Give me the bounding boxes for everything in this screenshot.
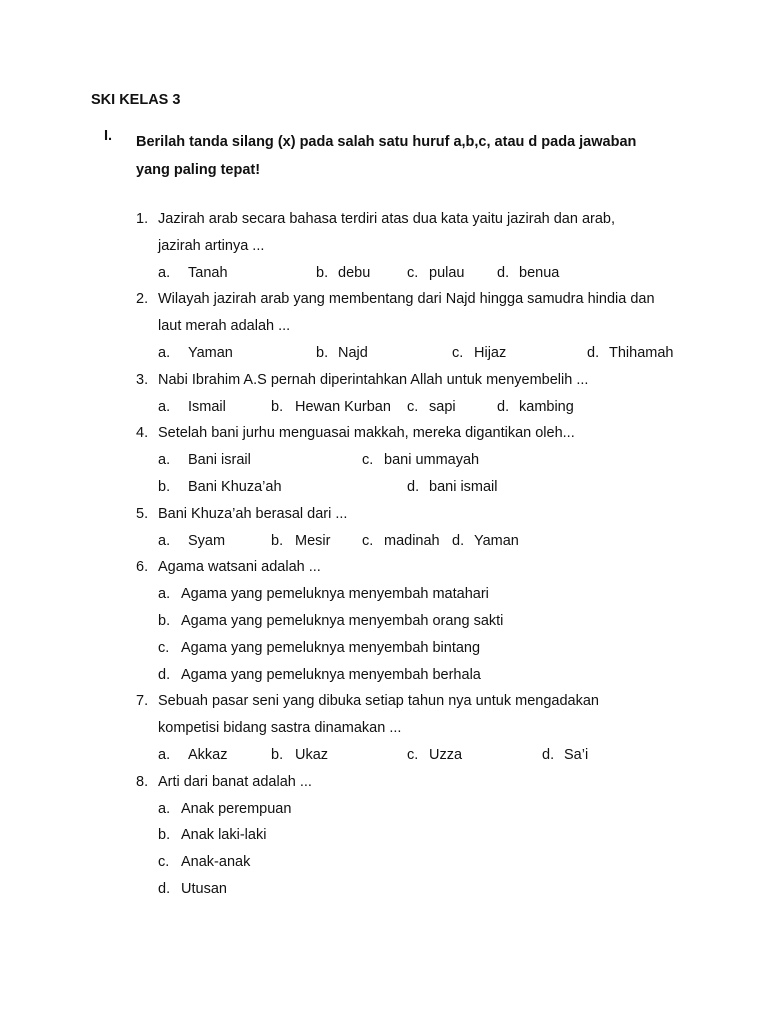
question-5-options bbox=[0, 530, 768, 552]
option-text: pulau bbox=[429, 264, 465, 281]
option-text: debu bbox=[338, 264, 371, 281]
section-instruction-text bbox=[136, 128, 696, 184]
option-letter: a. bbox=[158, 398, 171, 415]
option-text: Thihamah bbox=[609, 345, 674, 361]
instruction-line-2: yang paling tepat! bbox=[136, 162, 261, 178]
question-text: Sebuah pasar seni yang dibuka setiap tahun nya untuk mengadakan bbox=[158, 693, 599, 710]
option-text: sapi bbox=[429, 398, 456, 415]
answer-option[interactable] bbox=[0, 664, 768, 686]
question-number: 3. bbox=[136, 371, 149, 388]
option-letter: c. bbox=[158, 854, 170, 871]
option-letter: d. bbox=[497, 398, 510, 415]
option-letter: d. bbox=[542, 747, 555, 763]
option-text: Anak-anak bbox=[181, 854, 251, 871]
option-text: Akkaz bbox=[188, 747, 228, 763]
option-text: Syam bbox=[188, 532, 226, 549]
answer-option[interactable] bbox=[0, 583, 768, 605]
option-letter: d. bbox=[497, 264, 510, 281]
option-text: Tanah bbox=[188, 264, 228, 281]
option-letter: a. bbox=[158, 532, 171, 549]
option-text: madinah bbox=[384, 532, 440, 549]
option-text: Najd bbox=[338, 345, 368, 361]
question-4-options-row bbox=[0, 449, 768, 471]
option-letter: c. bbox=[158, 639, 170, 656]
question-text: Wilayah jazirah arab yang membentang dari Najd hingga samudra hindia dan bbox=[158, 291, 655, 308]
option-letter: a. bbox=[158, 586, 171, 603]
question-number: 4. bbox=[136, 425, 149, 442]
question-2-line bbox=[0, 288, 768, 310]
option-text: Bani Khuza’ah bbox=[188, 479, 282, 495]
option-text: bani ismail bbox=[429, 479, 498, 495]
answer-option[interactable] bbox=[0, 637, 768, 659]
question-7-line bbox=[0, 717, 768, 739]
question-text: Nabi Ibrahim A.S pernah diperintahkan Allah untuk menyembelih ... bbox=[158, 371, 589, 388]
option-text: Utusan bbox=[181, 881, 227, 897]
question-5-line bbox=[0, 503, 768, 525]
answer-option[interactable] bbox=[0, 824, 768, 846]
question-text: jazirah artinya ... bbox=[158, 237, 265, 254]
option-letter: b. bbox=[271, 398, 284, 415]
option-text: Yaman bbox=[474, 532, 519, 549]
option-letter: d. bbox=[587, 345, 600, 361]
option-letter: d. bbox=[158, 881, 171, 897]
question-8-line bbox=[0, 771, 768, 793]
question-text: Bani Khuza’ah berasal dari ... bbox=[158, 505, 348, 522]
question-text: Arti dari banat adalah ... bbox=[158, 773, 312, 790]
option-text: Ukaz bbox=[295, 747, 329, 763]
question-4-line bbox=[0, 422, 768, 444]
option-letter: c. bbox=[407, 398, 419, 415]
option-letter: b. bbox=[158, 613, 171, 629]
document-title: SKI KELAS 3 bbox=[91, 92, 181, 108]
option-text: Ismail bbox=[188, 398, 226, 415]
answer-option[interactable] bbox=[0, 798, 768, 820]
option-letter: b. bbox=[316, 345, 329, 361]
question-number: 2. bbox=[136, 291, 149, 308]
option-text: Agama yang pemeluknya menyembah matahari bbox=[181, 586, 489, 603]
option-text: bani ummayah bbox=[384, 452, 480, 469]
question-number: 8. bbox=[136, 773, 149, 790]
option-text: Sa’i bbox=[564, 747, 589, 763]
option-letter: a. bbox=[158, 452, 171, 469]
answer-option[interactable] bbox=[0, 878, 768, 900]
option-letter: c. bbox=[407, 747, 419, 763]
question-2-options bbox=[0, 342, 768, 364]
option-letter: a. bbox=[158, 345, 171, 361]
option-text: Yaman bbox=[188, 345, 233, 361]
question-number: 6. bbox=[136, 559, 149, 576]
question-3-options bbox=[0, 396, 768, 418]
question-1-options bbox=[0, 262, 768, 284]
option-text: Mesir bbox=[295, 532, 331, 549]
question-text: laut merah adalah ... bbox=[158, 318, 291, 335]
option-text: Bani israil bbox=[188, 452, 251, 469]
option-letter: d. bbox=[452, 532, 465, 549]
question-text: Agama watsani adalah ... bbox=[158, 559, 321, 576]
option-letter: a. bbox=[158, 747, 171, 763]
instruction-line-1: Berilah tanda silang (x) pada salah satu huruf a,b,c, atau d pada jawaban bbox=[136, 134, 637, 150]
question-6-line bbox=[0, 556, 768, 578]
option-text: Anak perempuan bbox=[181, 800, 292, 817]
option-text: Uzza bbox=[429, 747, 463, 763]
option-letter: a. bbox=[158, 264, 171, 281]
question-1-line bbox=[0, 235, 768, 257]
option-text: Hijaz bbox=[474, 345, 507, 361]
question-number: 7. bbox=[136, 693, 149, 710]
question-3-line bbox=[0, 369, 768, 391]
option-letter: b. bbox=[158, 479, 171, 495]
answer-option[interactable] bbox=[0, 610, 768, 632]
question-4-options-row bbox=[0, 476, 768, 498]
option-letter: c. bbox=[362, 452, 374, 469]
option-text: kambing bbox=[519, 398, 574, 415]
answer-option[interactable] bbox=[0, 851, 768, 873]
option-text: Agama yang pemeluknya menyembah orang sakti bbox=[181, 613, 504, 629]
question-number: 1. bbox=[136, 211, 149, 227]
question-number: 5. bbox=[136, 505, 149, 522]
question-7-options bbox=[0, 744, 768, 766]
option-letter: d. bbox=[407, 479, 420, 495]
question-2-line bbox=[0, 315, 768, 337]
option-letter: a. bbox=[158, 800, 171, 817]
option-letter: d. bbox=[158, 666, 171, 683]
question-7-line bbox=[0, 690, 768, 712]
option-text: Hewan Kurban bbox=[295, 398, 391, 415]
question-text: Jazirah arab secara bahasa terdiri atas dua kata yaitu jazirah dan arab, bbox=[158, 211, 616, 227]
option-letter: b. bbox=[316, 264, 329, 281]
option-letter: b. bbox=[271, 747, 284, 763]
option-letter: c. bbox=[407, 264, 419, 281]
question-text: kompetisi bidang sastra dinamakan ... bbox=[158, 720, 402, 737]
question-1-line bbox=[0, 208, 768, 230]
option-text: Agama yang pemeluknya menyembah berhala bbox=[181, 666, 481, 683]
option-letter: c. bbox=[452, 345, 464, 361]
option-text: benua bbox=[519, 264, 560, 281]
option-letter: c. bbox=[362, 532, 374, 549]
option-letter: b. bbox=[158, 827, 171, 844]
option-text: Anak laki-laki bbox=[181, 827, 267, 844]
section-number: I. bbox=[104, 128, 113, 144]
option-text: Agama yang pemeluknya menyembah bintang bbox=[181, 639, 481, 656]
option-letter: b. bbox=[271, 532, 284, 549]
question-text: Setelah bani jurhu menguasai makkah, mereka digantikan oleh... bbox=[158, 425, 575, 442]
